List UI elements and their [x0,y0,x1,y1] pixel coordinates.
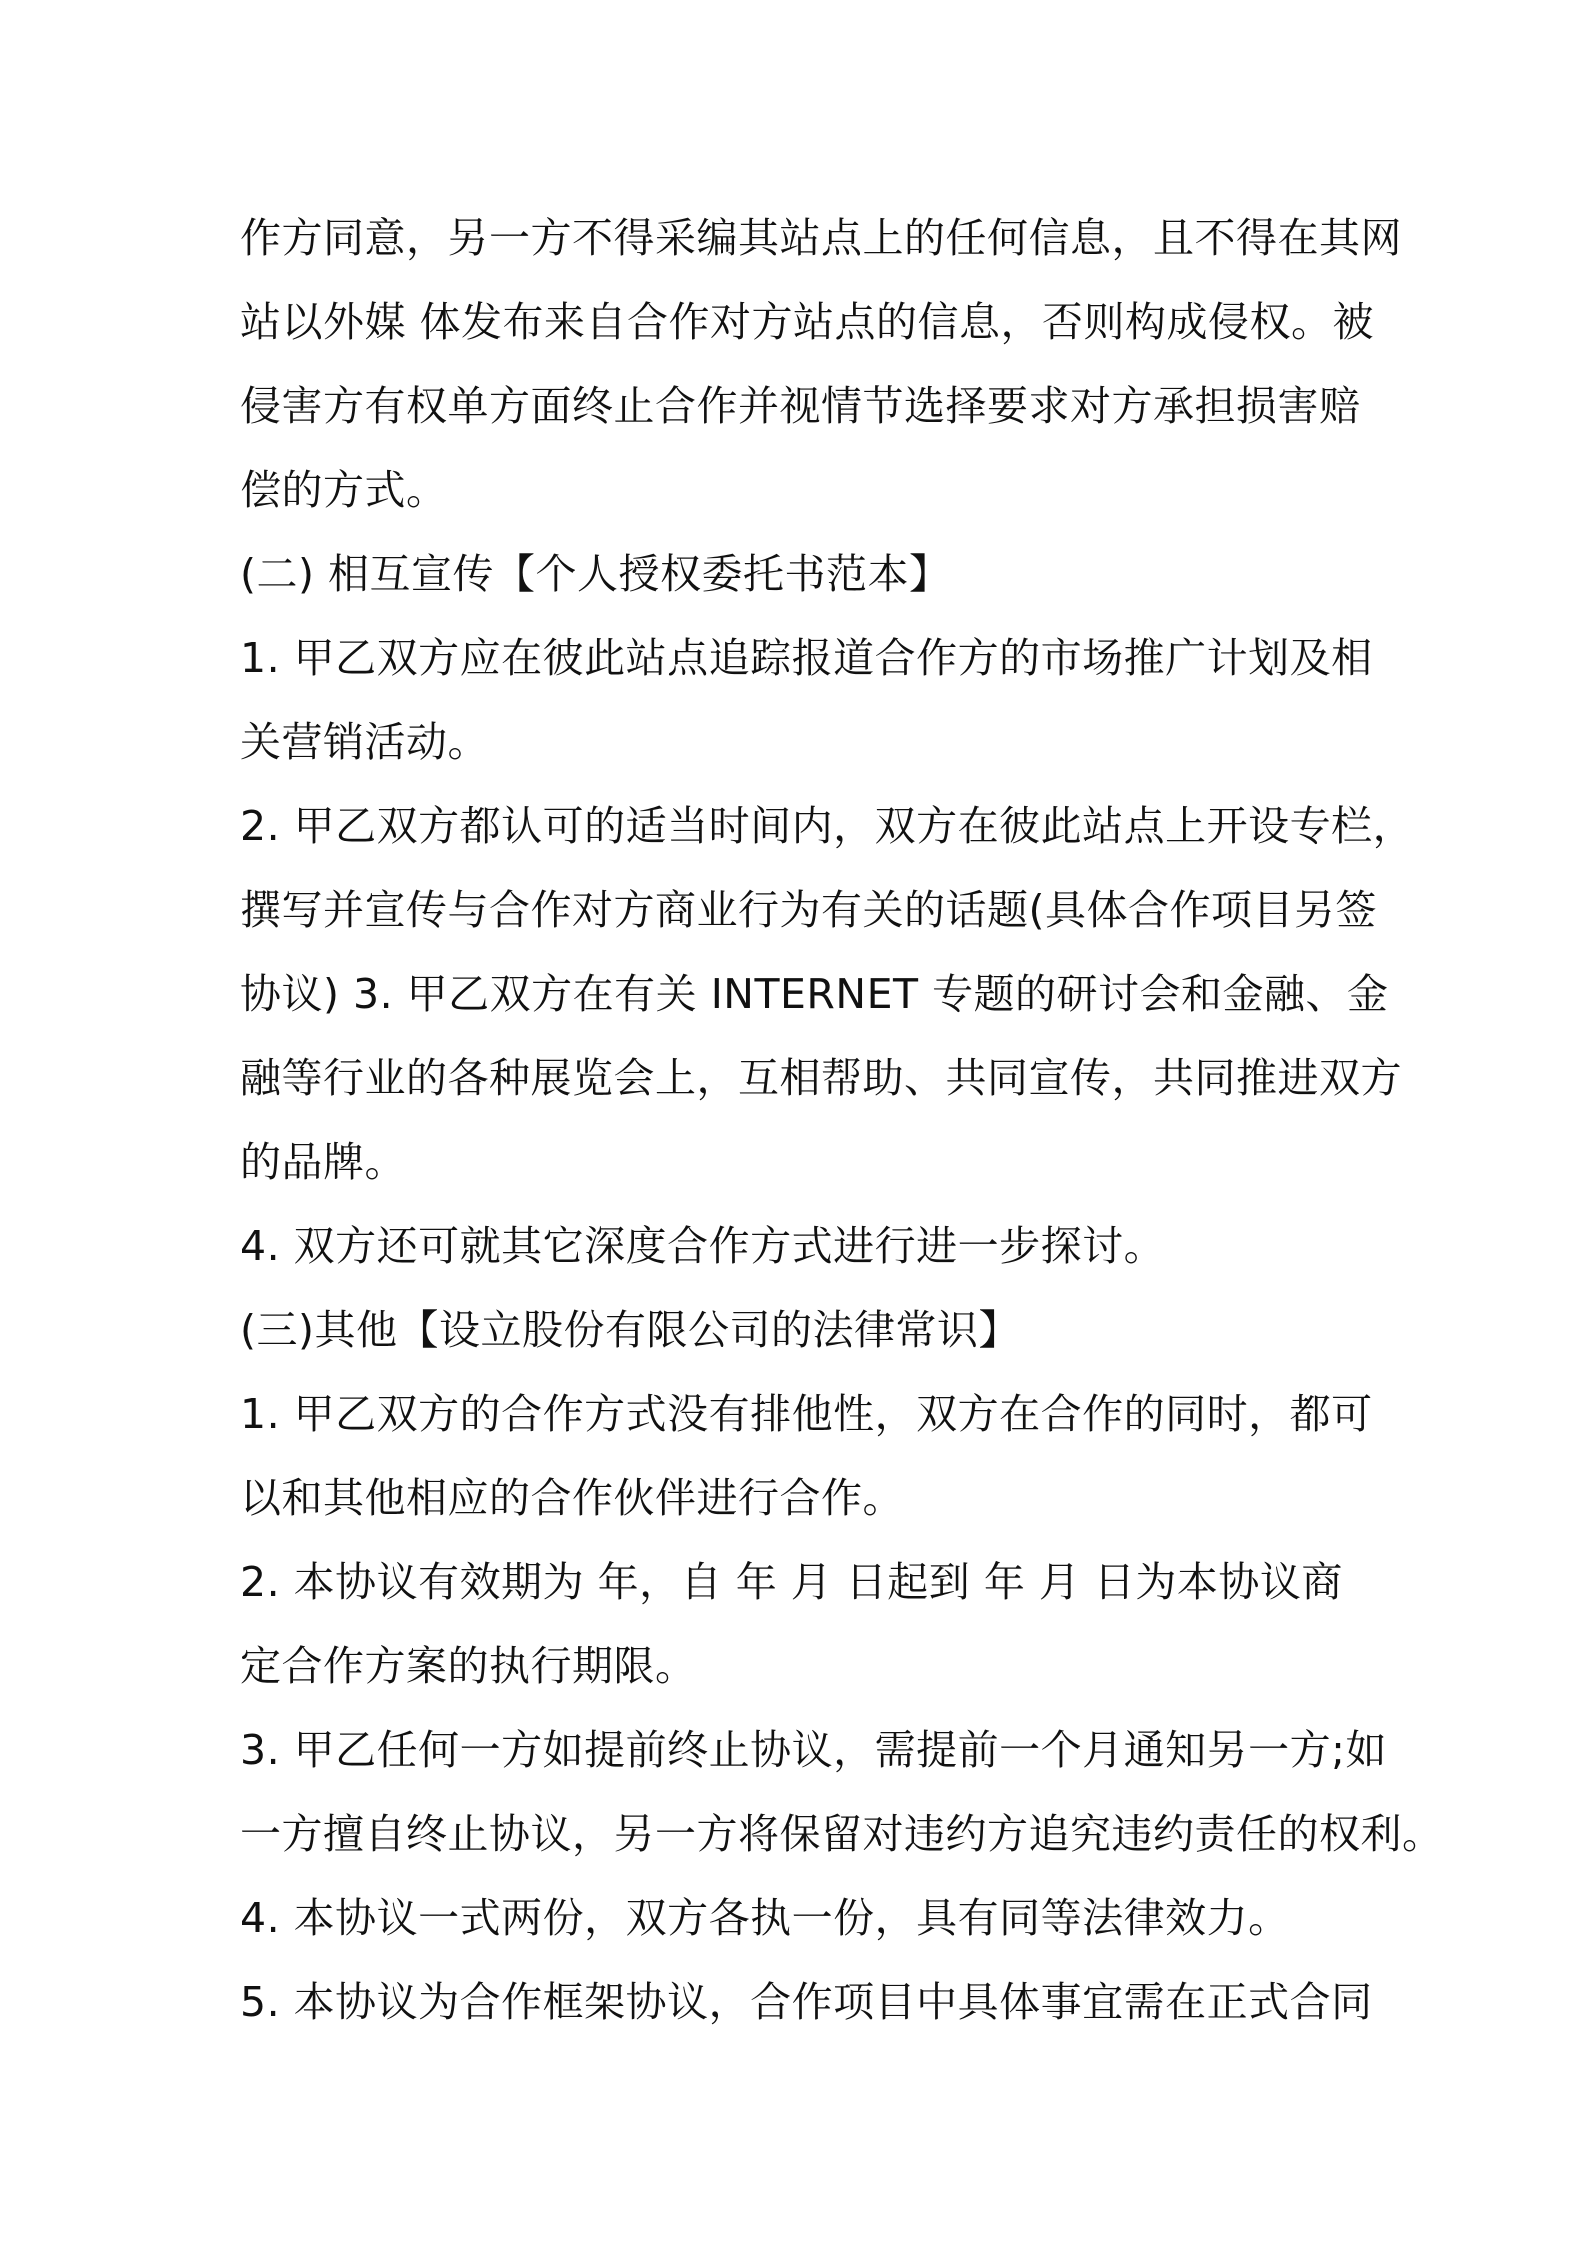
text-line: 关营销活动。 [240,718,489,766]
text-line: 2. 本协议有效期为 年，自 年 月 日起到 年 月 日为本协议商 [240,1558,1343,1606]
text-line: 定合作方案的执行期限。 [240,1642,697,1690]
document-body [240,196,1444,2044]
section-heading: (二) 相互宣传【个人授权委托书范本】 [240,550,951,598]
text-line: 4. 本协议一式两份，双方各执一份，具有同等法律效力。 [240,1894,1290,1942]
text-line: 一方擅自终止协议，另一方将保留对违约方追究违约责任的权利。 [240,1810,1444,1858]
text-line: 4. 双方还可就其它深度合作方式进行进一步探讨。 [240,1222,1166,1270]
text-line: 5. 本协议为合作框架协议，合作项目中具体事宜需在正式合同 [240,1978,1373,2026]
text-line: 撰写并宣传与合作对方商业行为有关的话题(具体合作项目另签 [240,886,1377,934]
text-line: 侵害方有权单方面终止合作并视情节选择要求对方承担损害赔 [240,382,1361,430]
text-line: 融等行业的各种展览会上，互相帮助、共同宣传，共同推进双方 [240,1054,1402,1102]
text-line: 1. 甲乙双方应在彼此站点追踪报道合作方的市场推广计划及相 [240,634,1373,682]
section-heading: (三)其他【设立股份有限公司的法律常识】 [240,1306,1020,1354]
text-line: 站以外媒 体发布来自合作对方站点的信息，否则构成侵权。被 [240,298,1375,346]
text-line: 偿的方式。 [240,466,448,514]
text-line: 3. 甲乙任何一方如提前终止协议，需提前一个月通知另一方;如 [240,1726,1387,1774]
text-line: 1. 甲乙双方的合作方式没有排他性，双方在合作的同时，都可 [240,1390,1373,1438]
text-line: 以和其他相应的合作伙伴进行合作。 [240,1474,904,1522]
text-line: 作方同意，另一方不得采编其站点上的任何信息，且不得在其网 [240,214,1402,262]
text-line: 2. 甲乙双方都认可的适当时间内，双方在彼此站点上开设专栏， [240,802,1415,850]
text-line: 协议) 3. 甲乙双方在有关 INTERNET 专题的研讨会和金融、金 [240,970,1389,1018]
text-line: 的品牌。 [240,1138,406,1186]
